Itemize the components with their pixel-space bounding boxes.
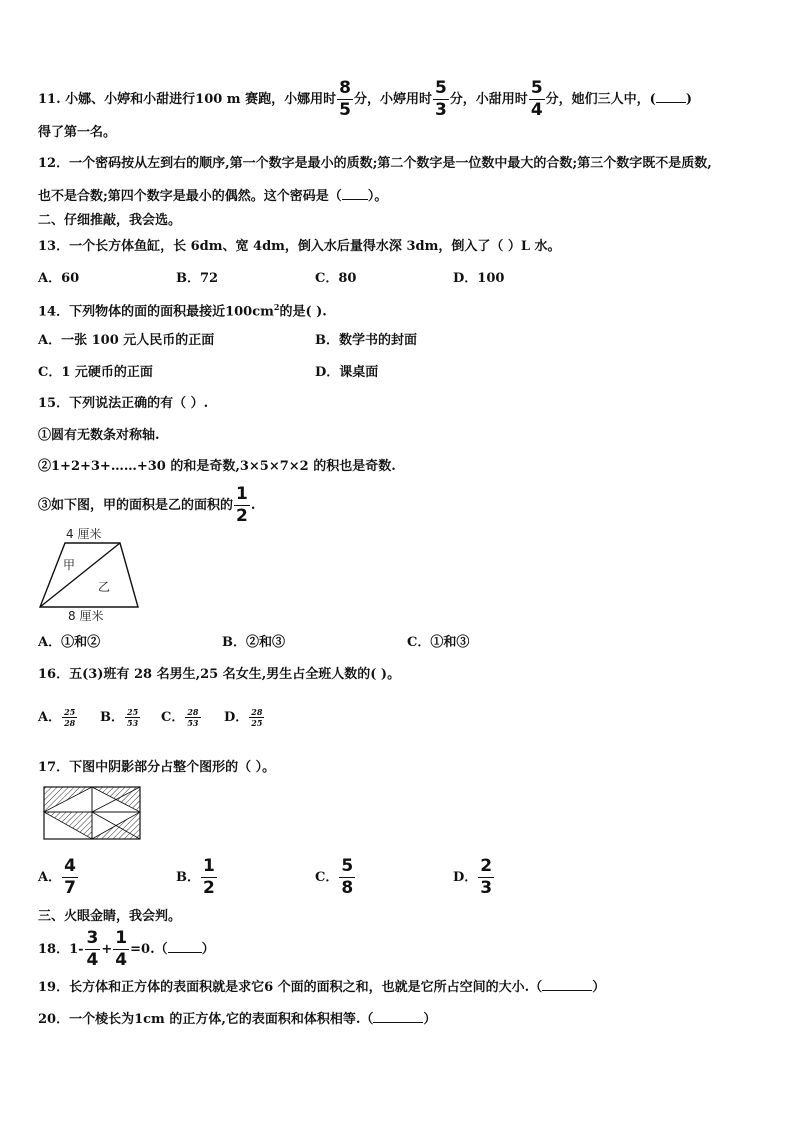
section-heading-2: 二、仔细推敲，我会选。 [38,213,182,228]
trapezoid-figure [30,524,150,624]
question-14: 14．下列物体的面的面积最接近$100cm^2$的是( ). [38,302,327,320]
question-12: 12．一个密码按从左到右的顺序,第一个数字是最小的质数;第二个数字是一位数中最大的合数;第三个数字既不是质数, [38,156,712,171]
fraction: $\frac{8}{5}$ [339,78,351,120]
question-13: 13．一个长方体鱼缸，长 6dm、宽 4dm，倒入水后量得水深 3dm，倒入了（ ）L 水。 [38,239,561,254]
option-b[interactable]: B．数学书的封面 [315,333,417,348]
bottom-length-label: 8 厘米 [68,609,104,623]
option-c[interactable]: C． $\frac{5}{8}$ [315,856,354,898]
question-19: 19．长方体和正方体的表面积就是求它6 个面的面积之和，也就是它所占空间的大小.（ ） [38,980,606,995]
question-18: 18．1- $\frac{3}{4}$ + $\frac{1}{4}$ =0.（ ） [38,928,215,970]
option-c[interactable]: C．80 [315,271,357,286]
option-a[interactable]: A．①和② [38,635,101,650]
option-a[interactable]: A． $\frac{25}{28}$ [38,707,76,728]
option-a[interactable]: A． $\frac{4}{7}$ [38,856,76,898]
fraction: $\frac{5}{3}$ [434,78,447,120]
option-c[interactable]: C．①和③ [407,635,470,650]
answer-blank[interactable] [656,91,686,103]
answer-blank[interactable] [373,1011,423,1023]
shaded-grid-figure [42,785,142,841]
option-d[interactable]: D． $\frac{2}{3}$ [453,856,493,898]
question-11-line2: 得了第一名。 [38,125,117,140]
question-17: 17．下图中阴影部分占整个图形的（ ）。 [38,760,276,775]
answer-blank[interactable] [542,979,592,991]
statement-2: ②1+2+3+……+30 的和是奇数,3×5×7×2 的积也是奇数. [38,459,396,474]
question-12-line2: 也不是合数;第四个数字是最小的偶然。这个密码是（ ）。 [38,189,388,204]
question-16: 16．五(3)班有 28 名男生,25 名女生,男生占全班人数的( )。 [38,667,401,682]
question-20: 20．一个棱长为1cm 的正方体,它的表面积和体积相等.（ ） [38,1012,437,1027]
question-15: 15．下列说法正确的有（ ）. [38,396,209,411]
answer-blank[interactable] [168,941,202,953]
option-d[interactable]: D． $\frac{28}{25}$ [224,707,263,728]
top-length-label: 4 厘米 [66,527,102,541]
option-b[interactable]: B．②和③ [222,635,285,650]
statement-1: ①圆有无数条对称轴. [38,428,160,443]
statement-3: ③如下图，甲的面积是乙的面积的 $\frac{1}{2}$ . [38,484,256,526]
section-heading-3: 三、火眼金睛，我会判。 [38,909,182,924]
region-yi-label: 乙 [98,580,111,594]
option-d[interactable]: D．课桌面 [315,365,379,380]
option-a[interactable]: A．一张 100 元人民币的正面 [38,333,215,348]
answer-blank[interactable] [342,188,368,200]
question-11: 11. 小娜、小婷和小甜进行100 m 赛跑，小娜用时 $\frac{8}{5}$ 分，小婷用时 $\frac{5}{3}$ 分，小甜用时 $\frac{5}{4}$ 分，她们三人中，( ) [38,78,692,120]
option-c[interactable]: C．1 元硬币的正面 [38,365,153,380]
option-d[interactable]: D．100 [453,271,505,286]
option-c[interactable]: C． $\frac{28}{53}$ [161,707,199,728]
fraction: $\frac{1}{2}$ [236,484,248,526]
option-b[interactable]: B． $\frac{25}{53}$ [100,707,139,728]
region-jia-label: 甲 [63,558,76,572]
option-b[interactable]: B．72 [176,271,219,286]
option-a[interactable]: A．60 [38,271,80,286]
option-b[interactable]: B． $\frac{1}{2}$ [176,856,215,898]
fraction: $\frac{5}{4}$ [530,78,543,120]
